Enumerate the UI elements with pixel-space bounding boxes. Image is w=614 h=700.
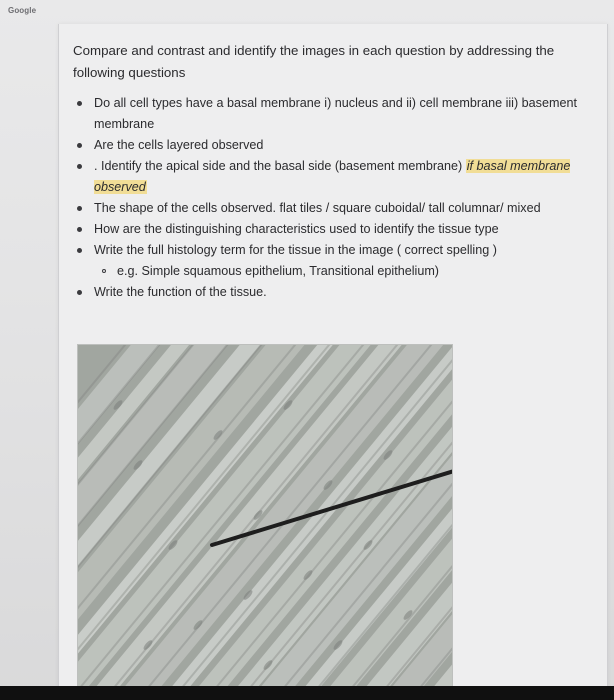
micrograph-shade [78, 345, 453, 700]
list-item [73, 219, 593, 240]
list-item [73, 93, 593, 135]
list-item-text: Write the full histology term for the tissue in the image ( correct spelling ) [94, 243, 497, 257]
list-item [73, 240, 593, 261]
document-page [58, 24, 608, 700]
list-item-text: e.g. Simple squamous epithelium, Transitional epithelium) [117, 264, 440, 278]
list-item [73, 282, 593, 303]
list-item [73, 156, 593, 198]
list-item [73, 198, 593, 219]
list-item-text: How are the distinguishing characteristics used to identify the tissue type [94, 222, 499, 236]
screen-bottom-edge [0, 686, 614, 700]
micrograph-canvas [78, 345, 453, 700]
list-item-text: The shape of the cells observed. flat tiles / square cuboidal/ tall columnar/ mixed [94, 201, 541, 215]
micrograph-image [77, 344, 453, 700]
google-logo: Google [8, 6, 37, 15]
question-prompt: Compare and contrast and identify the images in each question by addressing the following questions [73, 43, 555, 80]
question-list [73, 93, 593, 303]
list-item-text: Are the cells layered observed [94, 138, 264, 152]
highlighted-text: if basal membrane observed [94, 159, 571, 194]
sub-list-item [73, 261, 593, 282]
list-item-text: . Identify the apical side and the basal side (basement membrane) [94, 159, 463, 173]
list-item-text: Write the function of the tissue. [94, 285, 267, 299]
list-item [73, 135, 593, 156]
list-item-text: Do all cell types have a basal membrane i) nucleus and ii) cell membrane iii) basement membrane [94, 96, 577, 131]
